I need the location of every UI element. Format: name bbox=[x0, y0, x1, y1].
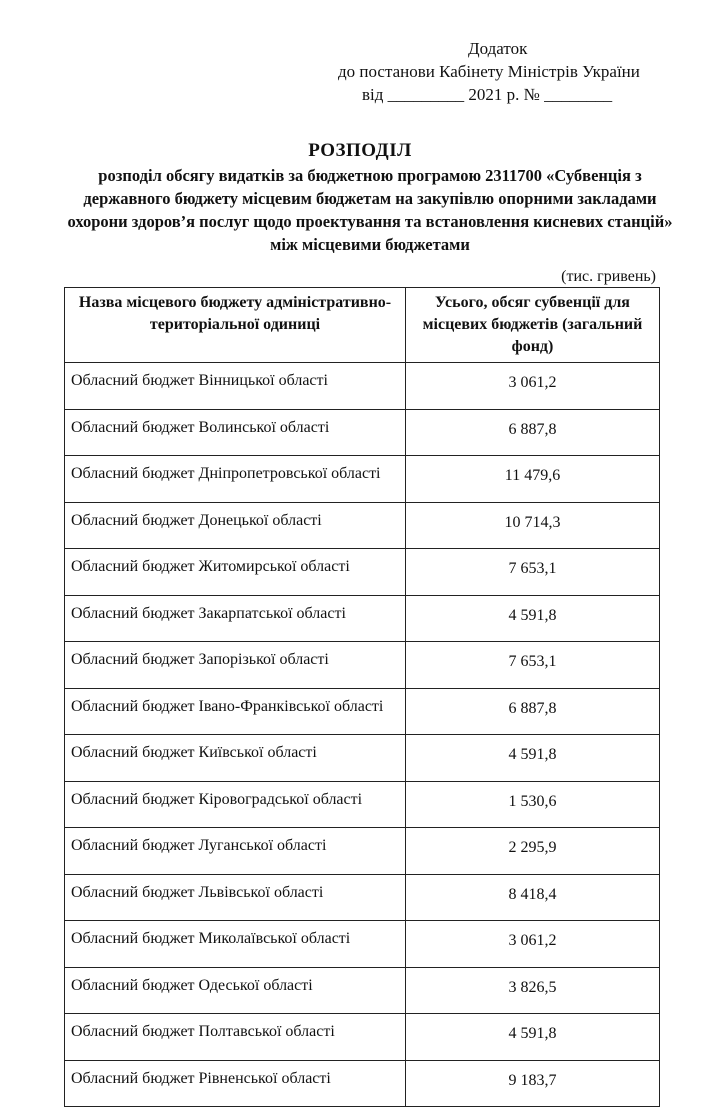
table-row bbox=[65, 595, 660, 642]
addendum-block bbox=[338, 37, 678, 106]
budget-name-cell: Обласний бюджет Рівненської області bbox=[65, 1060, 406, 1107]
column-header-budget-name: Назва місцевого бюджету адміністративно-територіальної одиниці bbox=[65, 288, 406, 363]
budget-name-cell: Обласний бюджет Київської області bbox=[65, 735, 406, 782]
table-row bbox=[65, 967, 660, 1014]
table-row bbox=[65, 456, 660, 503]
amount-cell: 3 061,2 bbox=[406, 921, 660, 968]
table-header-row bbox=[65, 288, 660, 363]
amount-cell: 11 479,6 bbox=[406, 456, 660, 503]
table-row bbox=[65, 549, 660, 596]
distribution-table bbox=[64, 287, 660, 1107]
budget-name-cell: Обласний бюджет Полтавської області bbox=[65, 1014, 406, 1061]
table-row bbox=[65, 874, 660, 921]
budget-name-cell: Обласний бюджет Луганської області bbox=[65, 828, 406, 875]
addendum-date-number: від _________ 2021 р. № ________ bbox=[362, 85, 613, 104]
budget-name-cell: Обласний бюджет Миколаївської області bbox=[65, 921, 406, 968]
amount-cell: 6 887,8 bbox=[406, 688, 660, 735]
budget-name-cell: Обласний бюджет Житомирської області bbox=[65, 549, 406, 596]
budget-name-cell: Обласний бюджет Івано-Франківської області bbox=[65, 688, 406, 735]
amount-cell: 9 183,7 bbox=[406, 1060, 660, 1107]
amount-cell: 10 714,3 bbox=[406, 502, 660, 549]
addendum-resolution: до постанови Кабінету Міністрів України bbox=[338, 62, 640, 81]
table-row bbox=[65, 781, 660, 828]
units-label: (тис. гривень) bbox=[561, 268, 656, 285]
budget-name-cell: Обласний бюджет Закарпатської області bbox=[65, 595, 406, 642]
table-row bbox=[65, 409, 660, 456]
amount-cell: 8 418,4 bbox=[406, 874, 660, 921]
table-row bbox=[65, 1060, 660, 1107]
budget-name-cell: Обласний бюджет Кіровоградської області bbox=[65, 781, 406, 828]
column-header-amount: Усього, обсяг субвенції для місцевих бюджетів (загальний фонд) bbox=[406, 288, 660, 363]
table-row bbox=[65, 363, 660, 410]
amount-cell: 1 530,6 bbox=[406, 781, 660, 828]
table-row bbox=[65, 502, 660, 549]
document-title: РОЗПОДІЛ bbox=[308, 140, 412, 161]
document-subtitle: розподіл обсягу видатків за бюджетною програмою 2311700 «Субвенція з державного бюджету місцевим бюджетам на закупівлю опорними закладами охорони здоров’я послуг щодо проектування та встановлення кисневих станцій» між місцевими бюджетами bbox=[67, 166, 673, 254]
budget-name-cell: Обласний бюджет Вінницької області bbox=[65, 363, 406, 410]
budget-name-cell: Обласний бюджет Дніпропетровської області bbox=[65, 456, 406, 503]
amount-cell: 4 591,8 bbox=[406, 595, 660, 642]
budget-name-cell: Обласний бюджет Запорізької області bbox=[65, 642, 406, 689]
table-row bbox=[65, 828, 660, 875]
amount-cell: 2 295,9 bbox=[406, 828, 660, 875]
table-row bbox=[65, 688, 660, 735]
table-body bbox=[65, 363, 660, 1107]
table-row bbox=[65, 735, 660, 782]
budget-name-cell: Обласний бюджет Львівської області bbox=[65, 874, 406, 921]
budget-name-cell: Обласний бюджет Донецької області bbox=[65, 502, 406, 549]
amount-cell: 4 591,8 bbox=[406, 735, 660, 782]
table-row bbox=[65, 1014, 660, 1061]
budget-name-cell: Обласний бюджет Волинської області bbox=[65, 409, 406, 456]
table-row bbox=[65, 921, 660, 968]
amount-cell: 7 653,1 bbox=[406, 642, 660, 689]
amount-cell: 3 826,5 bbox=[406, 967, 660, 1014]
amount-cell: 3 061,2 bbox=[406, 363, 660, 410]
amount-cell: 7 653,1 bbox=[406, 549, 660, 596]
amount-cell: 6 887,8 bbox=[406, 409, 660, 456]
addendum-label: Додаток bbox=[468, 39, 528, 58]
amount-cell: 4 591,8 bbox=[406, 1014, 660, 1061]
table-row bbox=[65, 642, 660, 689]
budget-name-cell: Обласний бюджет Одеської області bbox=[65, 967, 406, 1014]
